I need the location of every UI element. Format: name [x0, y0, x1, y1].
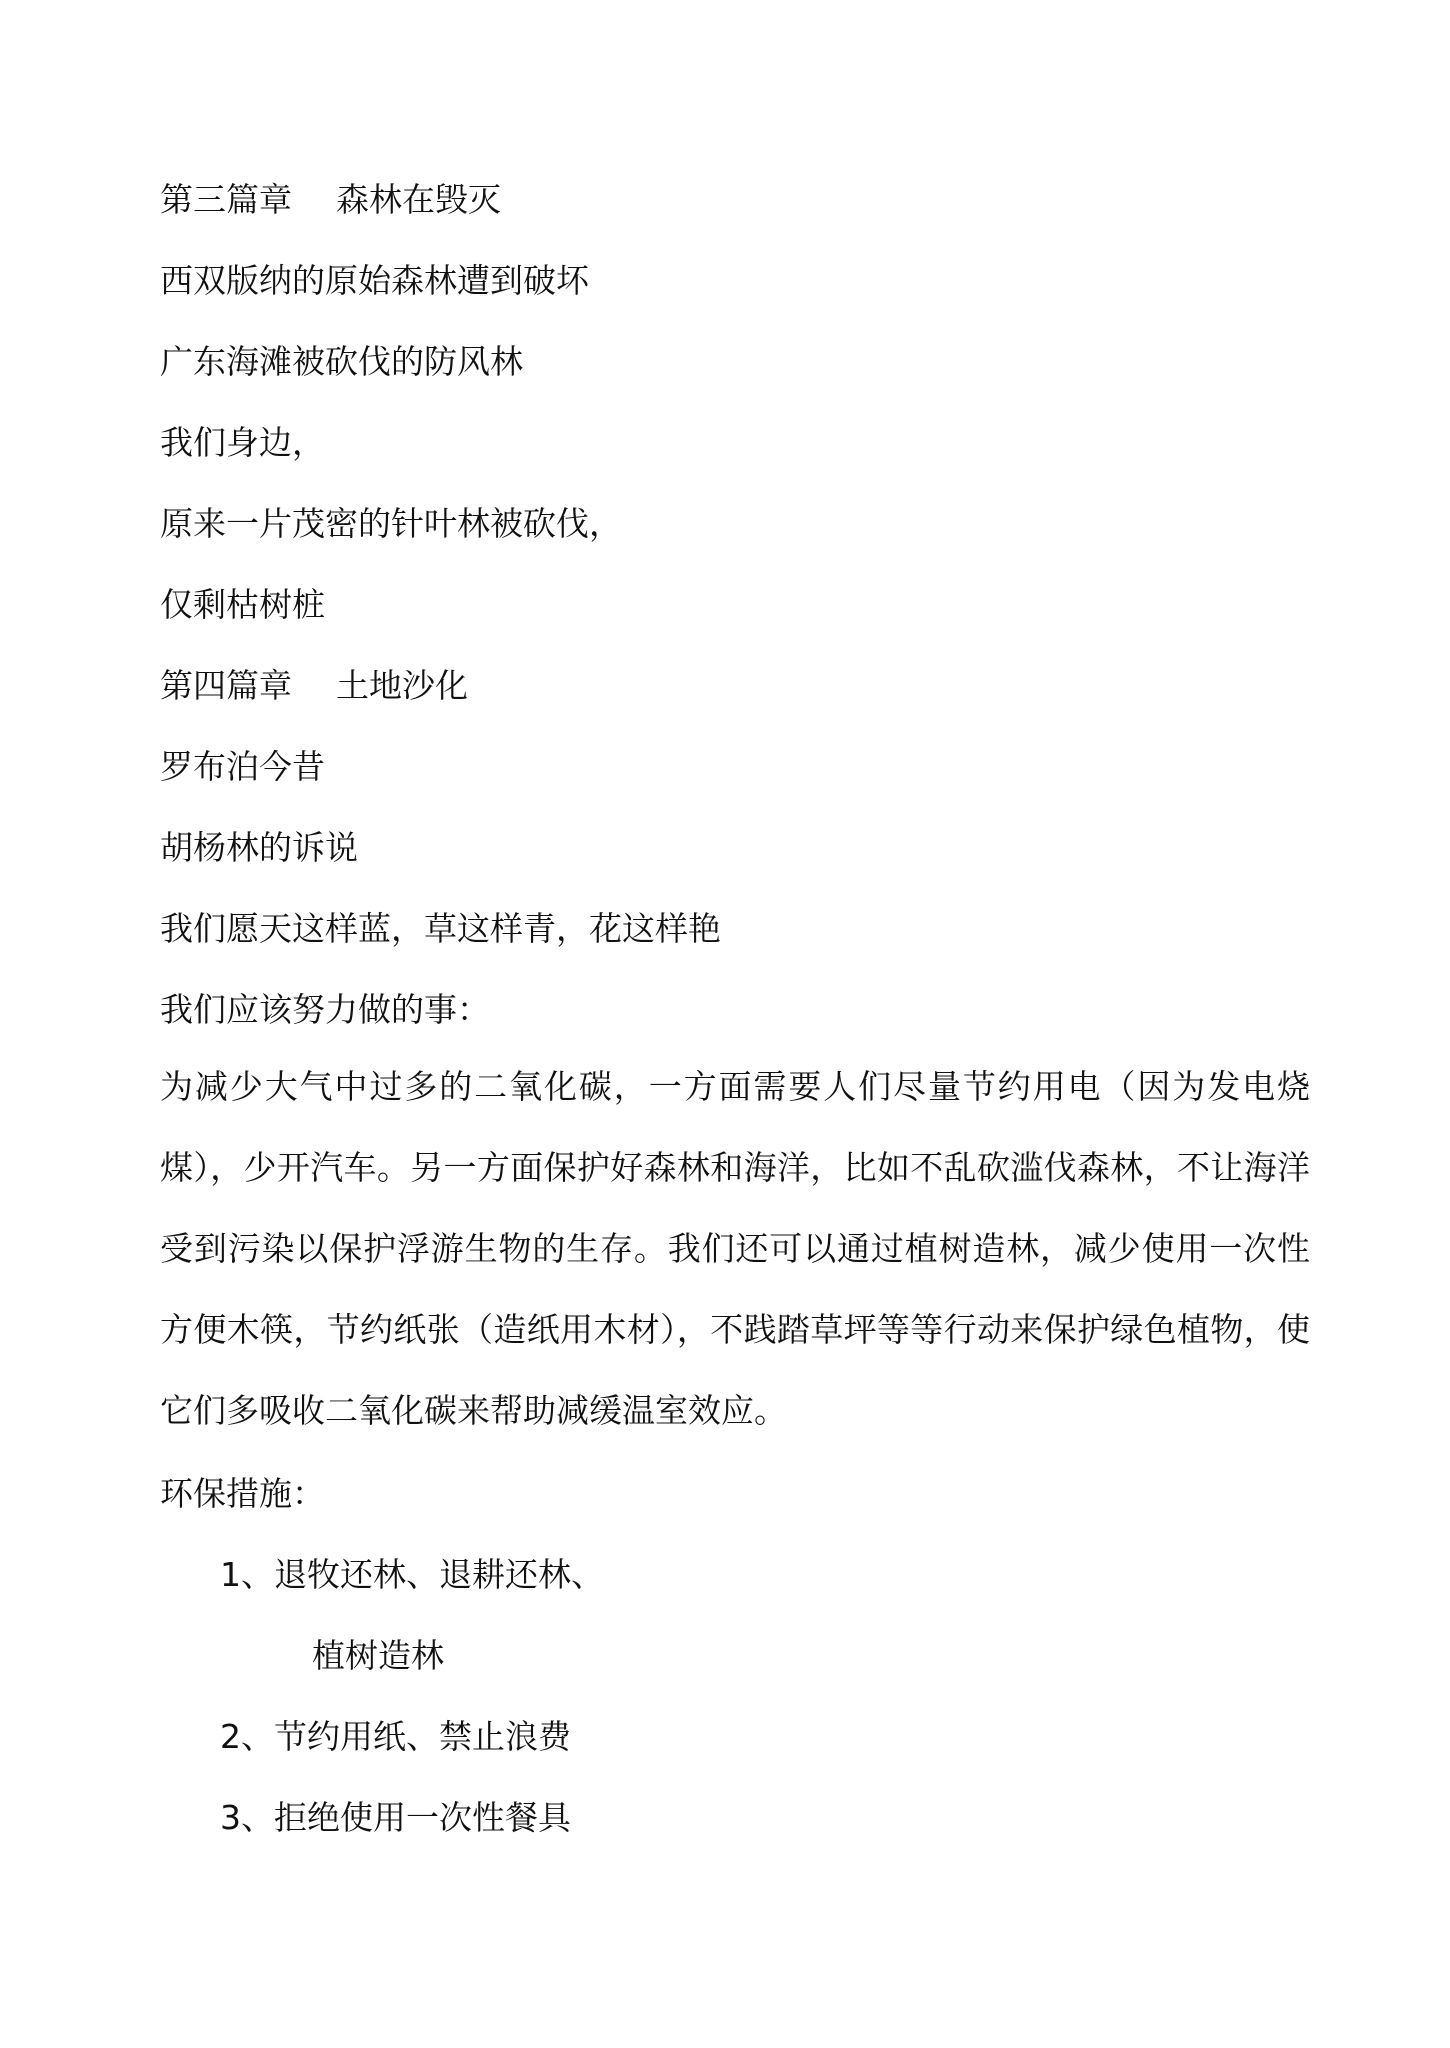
body-paragraph: 为减少大气中过多的二氧化碳，一方面需要人们尽量节约用电（因为发电烧煤），少开汽车。另一方面保护好森林和海洋，比如不乱砍滥伐森林，不让海洋受到污染以保护浮游生物的生存。我们还可以通过植树造林，减少使用一次性方便木筷，节约纸张（造纸用木材），不践踏草坪等等行动来保护绿色植物，使它们多吸收二氧化碳来帮助减缓温室效应。	[160, 1067, 1310, 1430]
measures-heading: 环保措施：	[160, 1474, 325, 1513]
text-line: 西双版纳的原始森林遭到破坏	[160, 261, 589, 300]
text-line: 我们身边，	[160, 423, 325, 462]
chapter-four-heading	[160, 664, 468, 708]
text-line: 我们应该努力做的事：	[160, 990, 490, 1029]
text-line: 仅剩枯树桩	[160, 585, 325, 624]
chapter-three-heading	[160, 178, 501, 222]
measure-item: 3、拒绝使用一次性餐具	[220, 1798, 571, 1837]
measure-item: 1、退牧还林、退耕还林、	[220, 1555, 604, 1594]
chapter-four-title: 土地沙化	[336, 666, 468, 705]
text-line: 罗布泊今昔	[160, 747, 325, 786]
text-line: 原来一片茂密的针叶林被砍伐，	[160, 504, 622, 543]
chapter-four-number: 第四篇章	[160, 666, 292, 705]
chapter-three-number: 第三篇章	[160, 180, 292, 219]
measure-item-continuation: 植树造林	[312, 1636, 444, 1675]
text-line: 我们愿天这样蓝，草这样青，花这样艳	[160, 909, 721, 948]
text-line: 胡杨林的诉说	[160, 828, 358, 867]
text-line: 广东海滩被砍伐的防风林	[160, 342, 523, 381]
measure-item: 2、节约用纸、禁止浪费	[220, 1717, 571, 1756]
chapter-three-title: 森林在毁灭	[336, 180, 501, 219]
